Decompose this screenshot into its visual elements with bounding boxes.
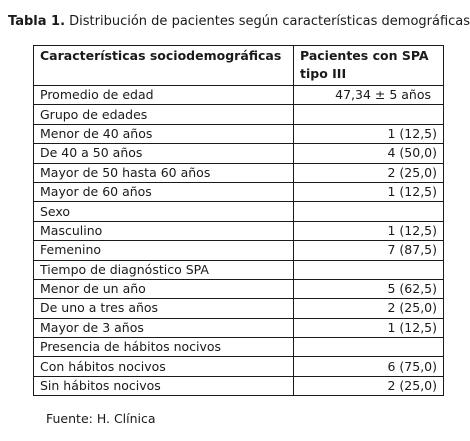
- table-caption-label: Tabla 1.: [8, 14, 66, 29]
- table-caption: [8, 14, 470, 29]
- row-value: 2 (25,0): [294, 299, 444, 318]
- row-label: Con hábitos nocivos: [34, 357, 294, 376]
- table-row: [34, 86, 444, 105]
- row-label: Mayor de 60 años: [34, 182, 294, 201]
- table-row: [34, 299, 444, 318]
- row-value: [294, 105, 444, 124]
- table-row: [34, 124, 444, 143]
- table-row: [34, 357, 444, 376]
- table-row: [34, 241, 444, 260]
- table-row: [34, 318, 444, 337]
- row-value: [294, 202, 444, 221]
- row-label: Menor de un año: [34, 279, 294, 298]
- header-characteristics: Características sociodemográficas: [34, 46, 294, 86]
- table-row: [34, 202, 444, 221]
- table-row: [34, 376, 444, 395]
- row-value: 1 (12,5): [294, 221, 444, 240]
- demographics-table: [33, 45, 444, 396]
- row-value: 2 (25,0): [294, 376, 444, 395]
- row-value: 6 (75,0): [294, 357, 444, 376]
- row-value: 4 (50,0): [294, 144, 444, 163]
- row-label: Promedio de edad: [34, 86, 294, 105]
- header-patients: Pacientes con SPA tipo III: [294, 46, 444, 86]
- table-row: [34, 105, 444, 124]
- row-label: De 40 a 50 años: [34, 144, 294, 163]
- row-label: Femenino: [34, 241, 294, 260]
- row-label: Tiempo de diagnóstico SPA: [34, 260, 294, 279]
- row-value: [294, 260, 444, 279]
- table-row: [34, 221, 444, 240]
- row-label: Mayor de 3 años: [34, 318, 294, 337]
- row-value: 1 (12,5): [294, 182, 444, 201]
- table-row: [34, 182, 444, 201]
- row-label: De uno a tres años: [34, 299, 294, 318]
- table-row: [34, 144, 444, 163]
- row-label: Menor de 40 años: [34, 124, 294, 143]
- row-value: 47,34 ± 5 años: [294, 86, 444, 105]
- row-label: Presencia de hábitos nocivos: [34, 338, 294, 357]
- table-header-row: [34, 46, 444, 86]
- row-label: Grupo de edades: [34, 105, 294, 124]
- table-row: [34, 163, 444, 182]
- row-value: 1 (12,5): [294, 124, 444, 143]
- source-note: Fuente: H. Clínica: [46, 411, 156, 426]
- row-value: 5 (62,5): [294, 279, 444, 298]
- row-value: [294, 338, 444, 357]
- table-row: [34, 279, 444, 298]
- row-value: 2 (25,0): [294, 163, 444, 182]
- table-row: [34, 338, 444, 357]
- row-label: Masculino: [34, 221, 294, 240]
- row-value: 7 (87,5): [294, 241, 444, 260]
- table-row: [34, 260, 444, 279]
- row-label: Sexo: [34, 202, 294, 221]
- row-value: 1 (12,5): [294, 318, 444, 337]
- row-label: Mayor de 50 hasta 60 años: [34, 163, 294, 182]
- row-label: Sin hábitos nocivos: [34, 376, 294, 395]
- table-caption-text: Distribución de pacientes según características demográficas: [69, 14, 470, 29]
